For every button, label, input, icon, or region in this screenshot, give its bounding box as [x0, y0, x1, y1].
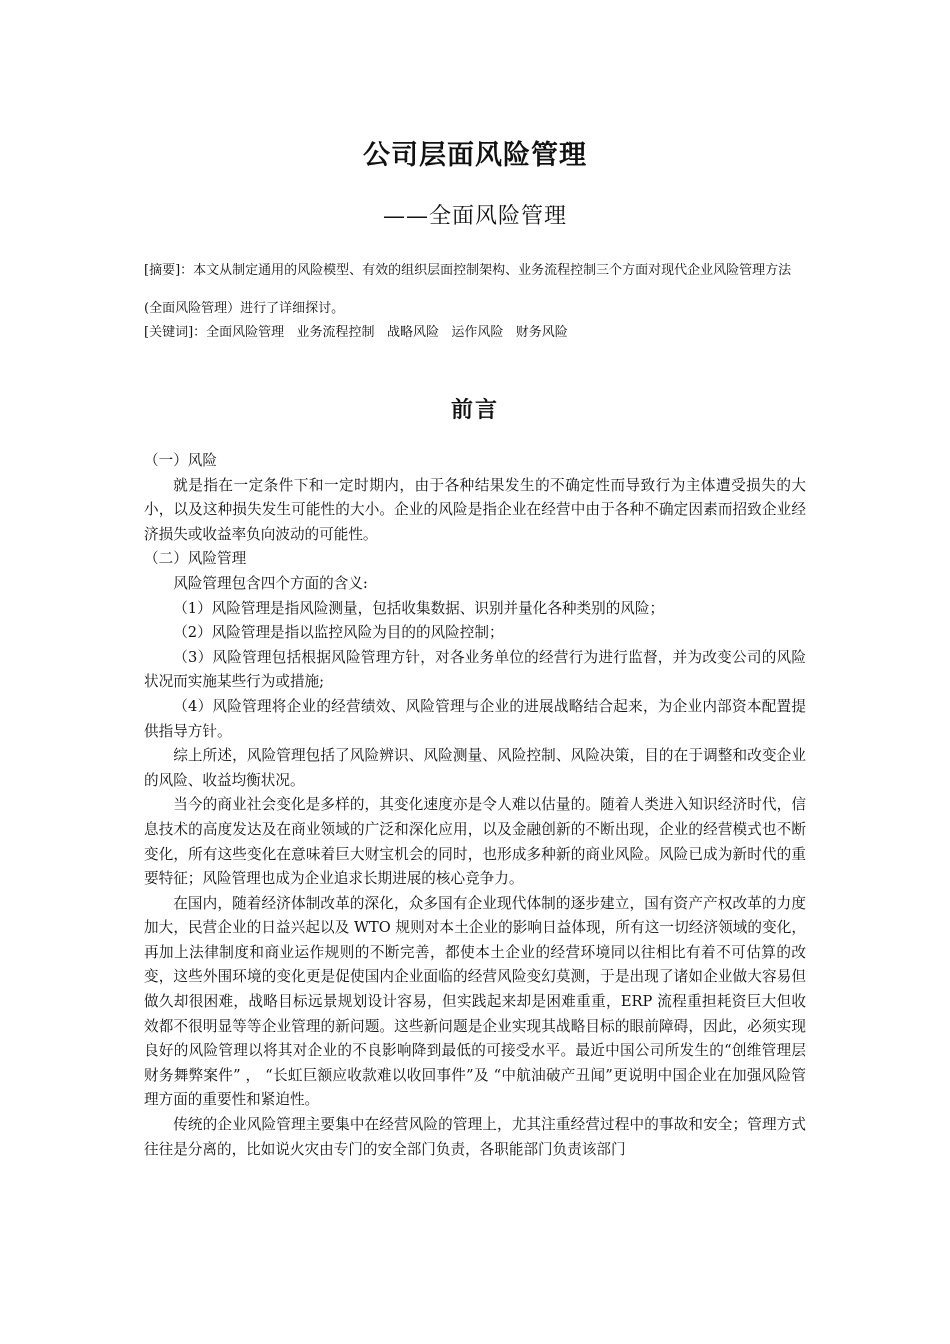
- list-item: （1）风险管理是指风险测量，包括收集数据、识别并量化各种类别的风险；: [173, 599, 665, 617]
- keywords: [关键词]：全面风险管理 业务流程控制 战略风险 运作风险 财务风险: [144, 325, 568, 340]
- paragraph: 就是指在一定条件下和一定时期内，由于各种结果发生的不确定性而导致行为主体遭受损失的大小，以及这种损失发生可能性的大小。企业的风险是指企业在经营中由于各种不确定因素而招致企业经济损失或收益率负向波动的可能性。: [144, 476, 806, 543]
- list-item: （4）风险管理将企业的经营绩效、风险管理与企业的进展战略结合起来，为企业内部资本配置提供指导方针。: [144, 697, 806, 740]
- list-item: （2）风险管理是指以监控风险为目的的风险控制；: [173, 624, 504, 642]
- list-item: （3）风险管理包括根据风险管理方针，对各业务单位的经营行为进行监督，并为改变公司的风险状况而实施某些行为或措施;: [144, 648, 806, 691]
- paragraph: 风险管理包含四个方面的含义:: [173, 574, 368, 592]
- paragraph: 在国内，随着经济体制改革的深化，众多国有企业现代体制的逐步建立，国有资产产权改革的力度加大，民营企业的日益兴起以及 WTO 规则对本土企业的影响日益体现，所有这一切经济领域的变化，再加上法律制度和商业运作规则的不断完善，都使本土企业的经营环境同以往相比有着不可估算的改变，这些外围环境的变化更是促使国内企业面临的经营风险变幻莫测，于是出现了诸如企业做大容易但做久却很困难，战略目标远景规划设计容易，但实践起来却是困难重重，ERP 流程重担耗资巨大但收效都不很明显等等企业管理的新问题。这些新问题是企业实现其战略目标的眼前障碍，因此，必须实现良好的风险管理以将其对企业的不良影响降到最低的可接受水平。最近中国公司所发生的“创维管理层财务舞弊案件” ， “长虹巨额应收款难以收回事件”及 “中航油破产丑闻”更说明中国企业在加强风险管理方面的重要性和紧迫性。: [144, 894, 806, 1109]
- paragraph: 当今的商业社会变化是多样的，其变化速度亦是令人难以估量的。随着人类进入知识经济时代，信息技术的高度发达及在商业领域的广泛和深化应用，以及金融创新的不断出现，企业的经营模式也不断变化，所有这些变化在意味着巨大财宝机会的同时，也形成多种新的商业风险。风险已成为新时代的重要特征；风险管理也成为企业追求长期进展的核心竞争力。: [144, 796, 806, 888]
- abstract: [摘要]：本文从制定通用的风险模型、有效的组织层面控制架构、业务流程控制三个方面对现代企业风险管理方法 (全面风险管理）进行了详细探讨。: [144, 263, 792, 316]
- paragraph: 传统的企业风险管理主要集中在经营风险的管理上，尤其注重经营过程中的事故和安全；管理方式往往是分离的，比如说火灾由专门的安全部门负责，各职能部门负责该部门: [144, 1116, 806, 1158]
- document-title: 公司层面风险管理: [363, 140, 587, 171]
- paragraph: 综上所述，风险管理包括了风险辨识、风险测量、风险控制、风险决策，目的在于调整和改变企业的风险、收益均衡状况。: [144, 747, 806, 789]
- document-subtitle: ——全面风险管理: [382, 204, 567, 229]
- body-text: [144, 449, 806, 1162]
- section-title: 前言: [450, 397, 499, 423]
- heading-risk: （一）风险: [144, 452, 217, 469]
- heading-risk-management: （二）风险管理: [144, 550, 247, 568]
